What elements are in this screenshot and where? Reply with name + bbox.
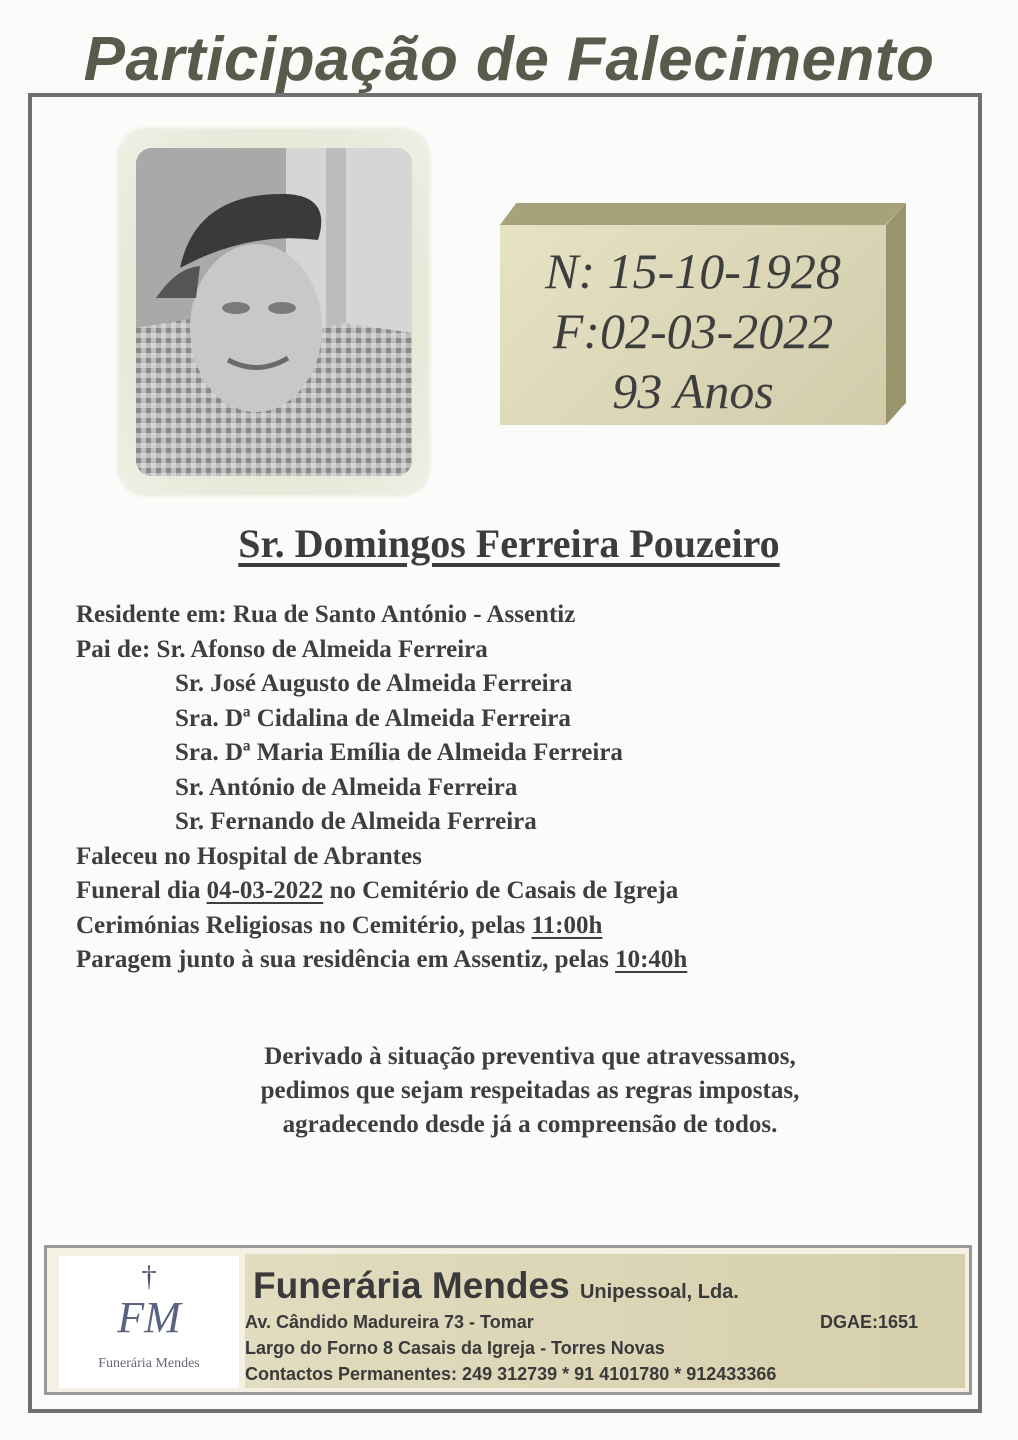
funeral-line <box>76 874 956 909</box>
company-name: Funerária Mendes <box>253 1265 570 1306</box>
children-prefix: Pai de: <box>76 635 151 663</box>
child-name: Sra. Dª Cidalina de Almeida Ferreira <box>175 704 571 732</box>
plaque-side-edge <box>886 203 906 425</box>
plaque-top-edge <box>500 203 906 225</box>
address-torres-novas: Largo do Forno 8 Casais da Igreja - Torres Novas <box>245 1338 665 1358</box>
deceased-name-line <box>0 520 1018 567</box>
ceremonies-line <box>76 909 956 944</box>
child-name: Sr. António de Almeida Ferreira <box>175 773 518 801</box>
details-block <box>76 598 956 978</box>
logo-monogram: FM <box>117 1293 181 1342</box>
stop-time: 10:40h <box>615 946 688 973</box>
funeral-prefix: Funeral dia <box>76 877 201 904</box>
child-name: Sr. Afonso de Almeida Ferreira <box>156 635 488 663</box>
child-name: Sr. Fernando de Almeida Ferreira <box>175 808 537 835</box>
logo-name: Funerária Mendes <box>98 1356 200 1371</box>
portrait-frame <box>120 130 428 494</box>
ceremonies-time: 11:00h <box>531 911 603 939</box>
deceased-name: Sr. Domingos Ferreira Pouzeiro <box>238 521 780 566</box>
funeral-place: no Cemitério de Casais de Igreja <box>329 877 679 904</box>
birth-date: N: 15-10-1928 <box>545 243 841 299</box>
notice-line: Derivado à situação preventiva que atravessamos, <box>264 1043 796 1070</box>
funeral-home-footer <box>44 1245 972 1395</box>
death-date: F:02-03-2022 <box>552 303 834 359</box>
age: 93 Anos <box>612 363 774 419</box>
cross-icon: † <box>141 1260 157 1293</box>
funeral-home-logo <box>59 1256 239 1388</box>
notice-line: agradecendo desde já a compreensão de todos. <box>282 1111 778 1138</box>
address-tomar: Av. Cândido Madureira 73 - Tomar <box>245 1312 534 1332</box>
portrait-photo <box>136 148 412 476</box>
stop-line <box>76 943 956 978</box>
page-title: Participação de Falecimento <box>83 25 935 94</box>
dates-plaque <box>500 203 906 425</box>
funeral-home-info <box>245 1254 965 1388</box>
residence: Residente em: Rua de Santo António - Assentiz <box>76 601 576 628</box>
funeral-date: 04-03-2022 <box>206 877 324 904</box>
contacts: Contactos Permanentes: 249 312739 * 91 4101780 * 912433366 <box>245 1364 777 1384</box>
plaque-face <box>500 225 886 425</box>
child-name: Sra. Dª Maria Emília de Almeida Ferreira <box>175 739 623 766</box>
company-name-line <box>253 1266 739 1312</box>
children-first-line <box>76 633 956 668</box>
notice-paragraph <box>0 1040 1018 1142</box>
company-suffix: Unipessoal, Lda. <box>579 1281 739 1303</box>
ceremonies-prefix: Cerimónias Religiosas no Cemitério, pelas <box>76 911 526 939</box>
notice-line: pedimos que sejam respeitadas as regras impostas, <box>260 1077 800 1104</box>
child-name: Sr. José Augusto de Almeida Ferreira <box>175 670 573 697</box>
stop-prefix: Paragem junto à sua residência em Assentiz, pelas <box>76 946 609 973</box>
dgae-number: DGAE:1651 <box>820 1312 919 1332</box>
place-of-death: Faleceu no Hospital de Abrantes <box>76 842 422 870</box>
